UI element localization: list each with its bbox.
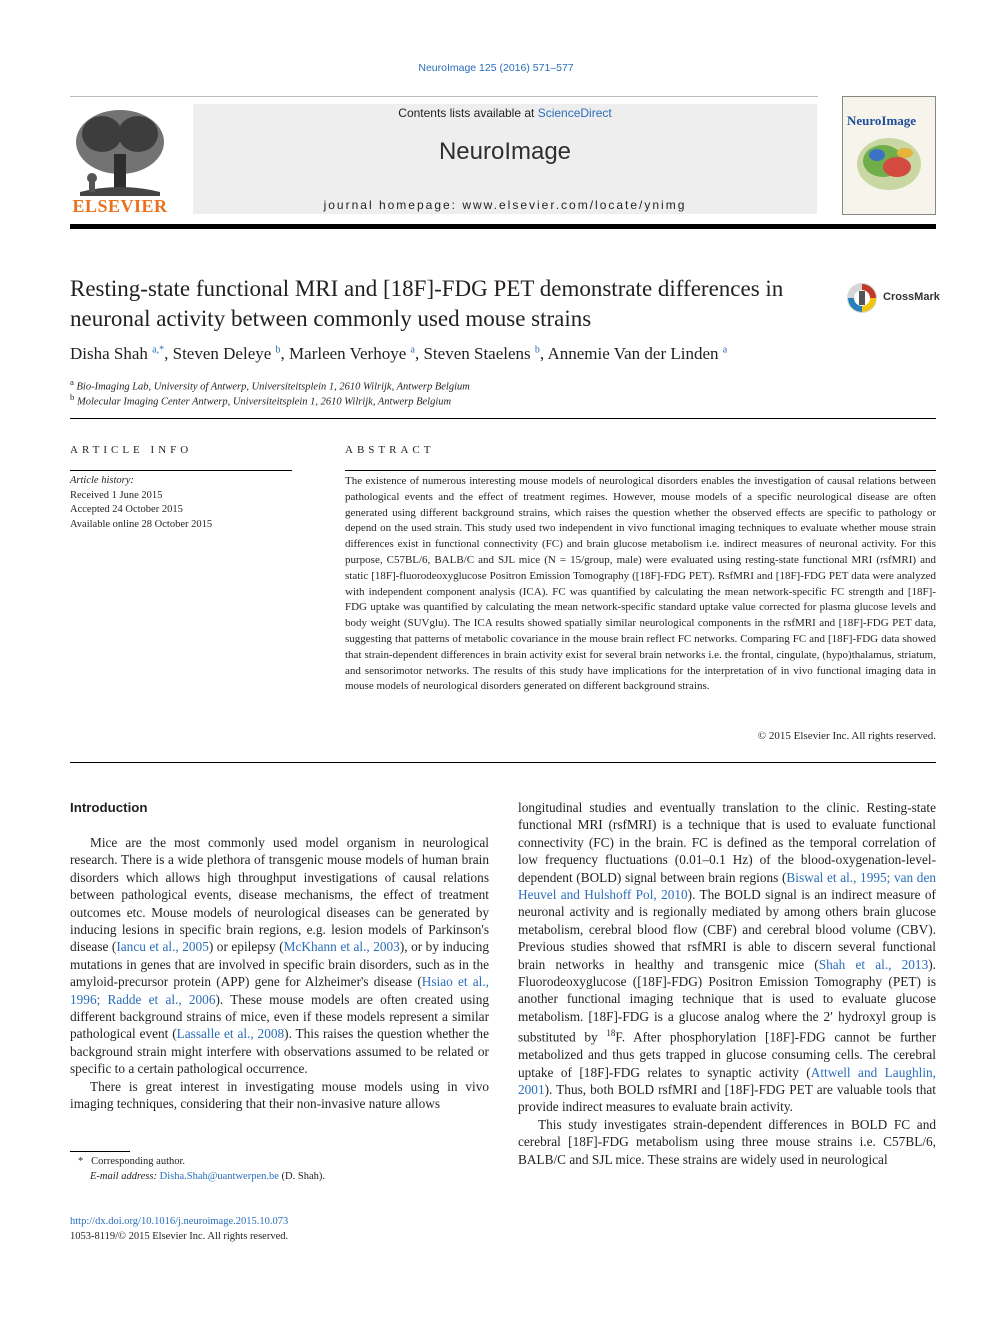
journal-cover-thumbnail[interactable] (842, 96, 936, 215)
journal-reference[interactable]: NeuroImage 125 (2016) 571–577 (418, 62, 574, 74)
footnote-rule (70, 1151, 130, 1152)
body-column-right (518, 799, 936, 1168)
citation-link[interactable]: Shah et al., 2013 (818, 956, 929, 972)
header-divider (70, 96, 818, 97)
issn-line: 1053-8119/© 2015 Elsevier Inc. All rights reserved. (70, 1231, 289, 1242)
crossmark-button[interactable] (846, 282, 940, 314)
abstract-rule (345, 470, 936, 471)
author[interactable]: Disha Shah $^{a,*}$ (70, 344, 165, 363)
abstract-text: The existence of numerous interesting mouse models of neurological disorders enables the investigation of causal relations between pathological events and the effect of treatment regimes. However, mouse models of a specific neurological disease are often generated using different background strains, which raises the question whether the observed effects are specific to pathology or depend on the used strain. This study used two independent in vivo functional imaging techniques to evaluate whether mouse strain differences exist in functional connectivity (FC) and brain glucose metabolism i.e. indirect measures of neuronal activity. For this purpose, C57BL/6, BALB/C and SJL mice (N = 15/group, male) were evaluated using resting-state functional MRI (rsfMRI) and static [18F]-fluorodeoxyglucose Positron Emission Tomography ([18F]-FDG PET). RsfMRI and [18F]-FDG PET data were analyzed with independent component analysis (ICA). FC was quantified by calculating the mean network-specific FC strength and [18F]-FDG uptake was quantified by calculating the mean network-specific standard uptake value corrected for plasma glucose levels and body weight (SUVglu). The ICA results showed spatially similar neurological components in the rsfMRI and [18F]-FDG PET data, suggesting that patterns of metabolic covariance in the mouse brain reflect FC networks. Comparing FC and [18F]-FDG data showed that strain-dependent differences in brain activity exist for several brain networks i.e. the frontal, cingulate, (hypo)thalamus, striatum, and sensorimotor networks. The results of this study have implications for the interpretation of in vivo functional imaging data in mouse models of neurological disorders generated on different background strains. (345, 475, 936, 693)
author[interactable]: Steven Staelens $^b$ (423, 344, 540, 363)
journal-name: NeuroImage (438, 138, 572, 165)
sciencedirect-link[interactable]: ScienceDirect (537, 106, 612, 120)
email-link[interactable]: Disha.Shah@uantwerpen.be (159, 1171, 279, 1182)
citation-link[interactable]: Lassalle et al., 2008 (176, 1026, 285, 1042)
crossmark-label: CrossMark (883, 291, 940, 303)
header-rule (70, 224, 936, 229)
contents-prefix: Contents lists available at (398, 106, 538, 120)
article-info-heading: ARTICLE INFO (70, 444, 193, 456)
body-column-left (70, 834, 489, 1113)
received-date: Received 1 June 2015 (70, 489, 163, 501)
author[interactable]: Annemie Van der Linden $^a$ (547, 344, 728, 363)
crossmark-icon (846, 282, 878, 314)
citation-link[interactable]: Iancu et al., 2005 (116, 939, 209, 955)
introduction-heading: Introduction (70, 800, 148, 815)
affiliation-a: $^a$ Bio-Imaging Lab, University of Antwerp, Universiteitsplein 1, 2610 Wilrijk, Antwerp Belgium (70, 377, 470, 393)
author[interactable]: Steven Deleye $^b$ (172, 344, 281, 363)
journal-homepage[interactable]: journal homepage: www.elsevier.com/locate/ynimg (323, 198, 687, 212)
elsevier-wordmark: ELSEVIER (72, 196, 168, 216)
abstract-copyright: © 2015 Elsevier Inc. All rights reserved. (757, 730, 936, 742)
title-divider (70, 418, 936, 419)
corresponding-author-footnote: * Corresponding author. E-mail address: Disha.Shah@uantwerpen.be (D. Shah). (78, 1156, 325, 1182)
article-info-rule (70, 470, 292, 471)
abstract-heading: ABSTRACT (345, 444, 435, 456)
brain-cover-image-icon (853, 133, 925, 195)
doi-link[interactable]: http://dx.doi.org/10.1016/j.neuroimage.2015.10.073 (70, 1216, 289, 1227)
body-paragraph: longitudinal studies and eventually translation to the clinic. Resting-state functional MRI (rsfMRI) is a technique that is used to evaluate functional connectivity (FC) in the brain. FC is defined as the temporal correlation of low frequency fluctuations (0.01–0.1 Hz) of the blood-oxygenation-level-dependent (BOLD) signal between brain regions (Biswal et al., 1995; van den Heuvel and Hulshoff Pol, 2010). The BOLD signal is an indirect measure of neuronal activity and is regionally mediated by among others brain glucose metabolism, cerebral blood flow (CBF) and cerebral blood volume (CBV). Previous studies showed that rsfMRI is able to discern several functional brain networks in healthy and transgenic mice (Shah et al., 2013). Fluorodeoxyglucose ([18F]-FDG) Positron Emission Tomography (PET) is another functional imaging technique that is used to evaluate glucose metabolism. [18F]-FDG is a glucose analog where the 2′ hydroxyl group is substituted by $^{18}$F. After phosphorylation [18F]-FDG cannot be further metabolized and thus gets trapped in glucose consuming cells. The cerebral uptake of [18F]-FDG relates to synaptic activity (Attwell and Laughlin, 2001). Thus, both BOLD rsfMRI and [18F]-FDG PET are valuable tools that provide indirect measures to evaluate brain activity. (518, 800, 936, 1115)
cover-title: NeuroImage (847, 113, 917, 128)
online-date: Available online 28 October 2015 (70, 518, 213, 530)
author-list: Disha Shah $^{a,*}$, Steven Deleye $^b$, Marleen Verhoye $^a$, Steven Staelens $^b$, Annemie Van der Linden $^a$ (70, 344, 728, 363)
author[interactable]: Marleen Verhoye $^a$ (289, 344, 415, 363)
body-paragraph: This study investigates strain-dependent differences in BOLD FC and cerebral [18F]-FDG metabolism using three mouse strains i.e. C57BL/6, BALB/C and SJL mice. These strains are widely used in neurological (518, 1116, 936, 1167)
doi-block (70, 1214, 489, 1244)
citation-link[interactable]: Attwell and Laughlin, 2001 (518, 1064, 936, 1097)
paper-title: Resting-state functional MRI and [18F]-FDG PET demonstrate differences in neuronal activity between commonly used mouse strains (70, 276, 784, 331)
citation-link[interactable]: Biswal et al., 1995; van den Heuvel and Hulshoff Pol, 2010 (518, 869, 936, 903)
citation-link[interactable]: Hsiao et al., 1996; Radde et al., 2006 (70, 974, 490, 1007)
article-history (70, 474, 292, 532)
accepted-date: Accepted 24 October 2015 (70, 504, 183, 515)
contents-line (193, 106, 817, 120)
citation-link[interactable]: McKhann et al., 2003 (283, 939, 400, 955)
body-paragraph: There is great interest in investigating mouse models using in vivo imaging techniques, considering that their non-invasive nature allows (70, 1078, 489, 1112)
abstract-divider (70, 762, 936, 763)
affiliation-b: $^b$ Molecular Imaging Center Antwerp, Universiteitsplein 1, 2610 Wilrijk, Antwerp Belgium (70, 392, 452, 408)
body-paragraph: Mice are the most commonly used model organism in neurological research. There is a wide plethora of transgenic mouse models of human brain disorders which allows high throughput investigations of causal relations between pathological events, disease mechanisms, the effect of treatment outcomes etc. Mouse models of neurological diseases can be generated by inducing lesions in specific brain regions, e.g. lesion models of Parkinson's disease (Iancu et al., 2005) or epilepsy (McKhann et al., 2003), or by inducing mutations in genes that are involved in specific brain disorders, such as in the amyloid-precursor protein (APP) gene for Alzheimer's disease (Hsiao et al., 1996; Radde et al., 2006). These mouse models are often created using different background strains of mice, even if these models represent a similar pathological event (Lassalle et al., 2008). This raises the question whether the background strain might interfere with observations assumed to be related or specific to a certain pathological occurrence. (70, 835, 490, 1077)
history-label: Article history: (70, 475, 134, 486)
